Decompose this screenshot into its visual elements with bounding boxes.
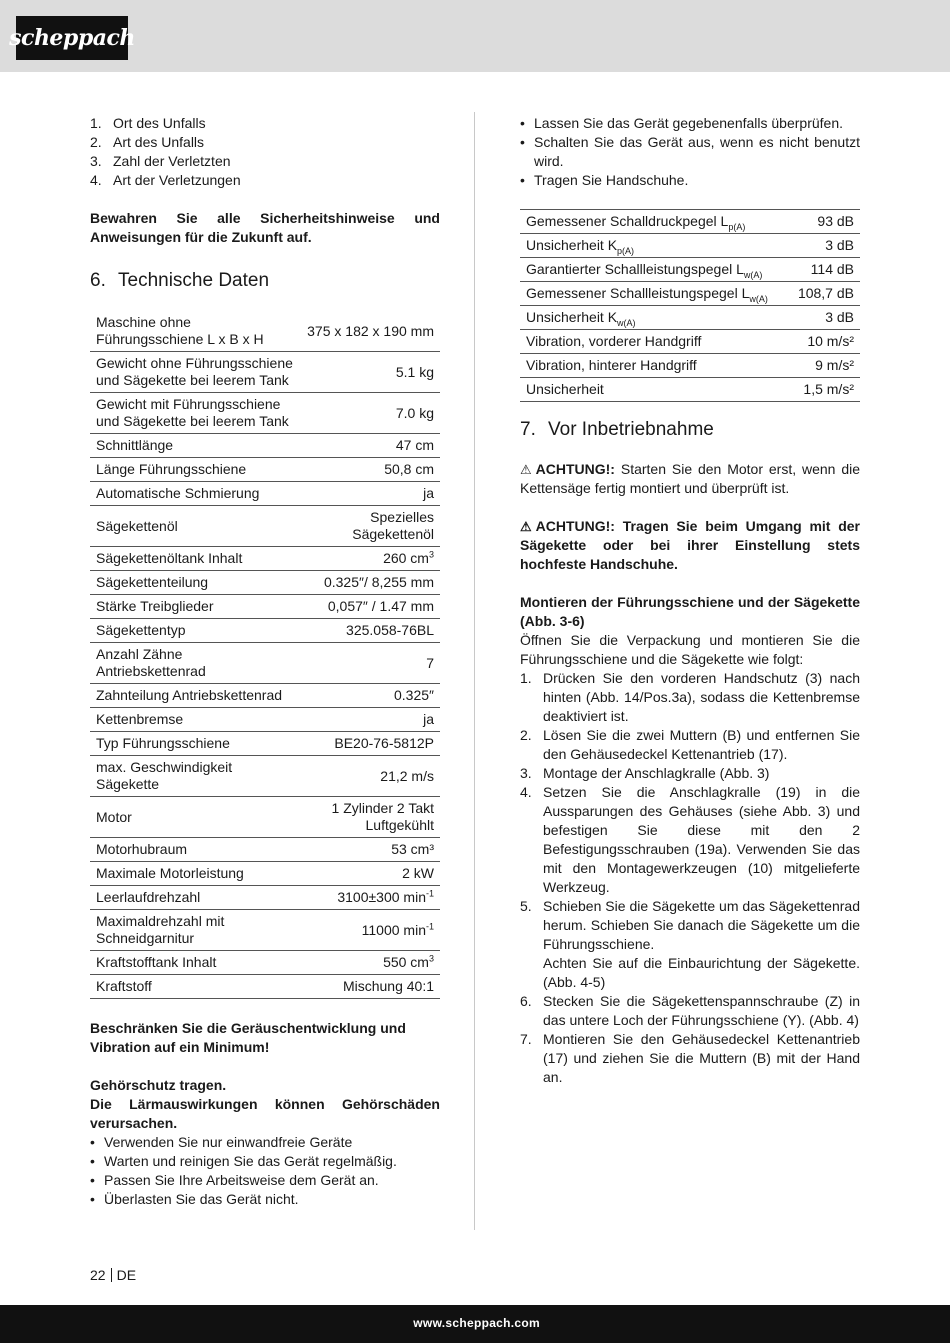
bullet-text: Schalten Sie das Gerät aus, wenn es nicht benutzt wird. [534, 134, 860, 169]
item-text: Montieren Sie den Gehäusedeckel Kettenantrieb (17) und ziehen Sie die Muttern (B) mit der Hand an. [543, 1031, 860, 1085]
list-item [520, 1030, 860, 1087]
bullet-marker: • [90, 1172, 95, 1188]
noise-row [520, 354, 860, 378]
list-item [520, 783, 860, 897]
noise-row [520, 378, 860, 402]
noise-label-text: Unsicherheit [526, 381, 604, 397]
page-number: 22 [90, 1267, 106, 1283]
spec-value [300, 886, 440, 910]
list-item [90, 114, 440, 133]
spec-value-text: 1 Zylinder 2 Takt Luftgekühlt [331, 800, 434, 833]
spec-value-text: 50,8 cm [384, 461, 434, 477]
item-text: Ort des Unfalls [113, 115, 206, 131]
warning-triangle-icon: ⚠ [520, 519, 532, 534]
spec-row [90, 732, 440, 756]
list-item [520, 669, 860, 726]
bullet-marker: • [90, 1191, 95, 1207]
spec-row [90, 684, 440, 708]
bullet-marker: • [90, 1134, 95, 1150]
spec-value [300, 732, 440, 756]
spec-value-text: Spezielles Sägekettenöl [352, 509, 434, 542]
scheppach-logo: scheppach [16, 16, 128, 60]
mounting-heading: Montieren der Führungsschiene und der Sägekette (Abb. 3-6) [520, 594, 860, 629]
spec-row [90, 571, 440, 595]
mounting-steps-list [520, 669, 860, 1087]
bullet-item [90, 1152, 440, 1171]
bullet-text: Lassen Sie das Gerät gegebenenfalls überprüfen. [534, 115, 843, 131]
item-text: Stecken Sie die Sägekettenspannschraube (Z) in das untere Loch der Führungsschiene (Y). (Abb. 4) [543, 993, 860, 1028]
section-7-heading [520, 418, 860, 442]
noise-value: 3 dB [778, 234, 860, 258]
website-link[interactable]: www.scheppach.com [413, 1316, 540, 1330]
noise-label [520, 234, 778, 258]
spec-value-text: 550 cm [383, 954, 429, 970]
noise-label-text: Garantierter Schallleistungspegel L [526, 261, 744, 277]
spec-unit-exponent: -1 [425, 920, 434, 931]
bullet-item [520, 114, 860, 133]
list-item [520, 764, 860, 783]
noise-label-subscript: p(A) [728, 221, 746, 232]
noise-limit-note: Beschränken Sie die Geräuschentwicklung und Vibration auf ein Minimum! [90, 1020, 406, 1055]
spec-label: Schnittlänge [90, 434, 300, 458]
spec-value [300, 434, 440, 458]
item-number: 6. [520, 993, 532, 1009]
spec-value-text: 0.325″/ 8,255 mm [323, 574, 434, 590]
spec-label: max. Geschwindigkeit Sägekette [90, 756, 300, 797]
noise-label [520, 306, 778, 330]
noise-label-subscript: w(A) [617, 317, 636, 328]
spec-value-text: 47 cm [395, 437, 434, 453]
spec-label: Leerlaufdrehzahl [90, 886, 300, 910]
spec-value [300, 506, 440, 547]
spec-label: Sägekettentyp [90, 619, 300, 643]
warning-label: ACHTUNG!: [535, 461, 615, 477]
spec-row [90, 886, 440, 910]
noise-label-text: Vibration, vorderer Handgriff [526, 333, 702, 349]
spec-row [90, 393, 440, 434]
spec-row [90, 910, 440, 951]
technical-data-table [90, 311, 440, 999]
spec-row [90, 838, 440, 862]
spec-value [300, 643, 440, 684]
item-text: Zahl der Verletzten [113, 153, 231, 169]
noise-row [520, 258, 860, 282]
item-number: 3. [520, 765, 532, 781]
left-column [90, 114, 440, 1209]
spec-label: Maximaldrehzahl mit Schneidgarnitur [90, 910, 300, 951]
header-bar [0, 0, 950, 72]
bullet-text: Überlasten Sie das Gerät nicht. [104, 1191, 299, 1207]
bullet-marker: • [520, 172, 525, 188]
noise-label [520, 282, 778, 306]
noise-value: 1,5 m/s² [778, 378, 860, 402]
page-footer [90, 1266, 136, 1284]
spec-row [90, 458, 440, 482]
noise-value: 9 m/s² [778, 354, 860, 378]
noise-row [520, 234, 860, 258]
noise-label [520, 378, 778, 402]
spec-value [300, 910, 440, 951]
spec-label: Automatische Schmierung [90, 482, 300, 506]
list-item [90, 171, 440, 190]
top-bullet-list [520, 114, 860, 190]
list-item [90, 133, 440, 152]
spec-value [300, 684, 440, 708]
spec-value [300, 547, 440, 571]
spec-label: Kraftstofftank Inhalt [90, 951, 300, 975]
accident-info-list [90, 114, 440, 190]
noise-value: 93 dB [778, 210, 860, 234]
section-6-heading [90, 269, 440, 293]
spec-row [90, 506, 440, 547]
item-number: 2. [90, 134, 102, 150]
spec-row [90, 797, 440, 838]
noise-bullet-list [90, 1133, 440, 1209]
spec-value [300, 571, 440, 595]
spec-unit-exponent: 3 [428, 953, 434, 964]
warning-triangle-icon: ⚠ [520, 462, 532, 477]
spec-value [300, 311, 440, 352]
spec-label: Sägekettenteilung [90, 571, 300, 595]
noise-label-text: Vibration, hinterer Handgriff [526, 357, 697, 373]
warning-label: ACHTUNG!: [535, 518, 615, 534]
bullet-item [520, 133, 860, 171]
spec-value-text: 7.0 kg [395, 404, 434, 421]
hearing-damage-note: Die Lärmauswirkungen können Gehörschäden verursachen. [90, 1096, 440, 1131]
spec-value [300, 619, 440, 643]
spec-value-text: 260 cm [383, 550, 429, 566]
spec-label: Typ Führungsschiene [90, 732, 300, 756]
bullet-marker: • [520, 134, 525, 150]
list-item [520, 992, 860, 1030]
spec-row [90, 708, 440, 732]
noise-value: 10 m/s² [778, 330, 860, 354]
warning-text: Starten Sie den Motor erst, wenn die Kettensäge fertig montiert und überprüft ist. [520, 461, 860, 496]
spec-label: Anzahl Zähne Antriebskettenrad [90, 643, 300, 684]
noise-label [520, 258, 778, 282]
noise-label-text: Gemessener Schallleistungspegel L [526, 285, 750, 301]
item-number: 1. [90, 115, 102, 131]
item-number [520, 954, 543, 992]
noise-label-subscript: p(A) [617, 245, 635, 256]
spec-label: Maschine ohne Führungsschiene L x B x H [90, 311, 300, 352]
spec-value-text: 375 x 182 x 190 mm [307, 322, 434, 339]
bullet-marker: • [520, 115, 525, 131]
item-text: Achten Sie auf die Einbaurichtung der Sägekette. (Abb. 4-5) [543, 955, 860, 990]
bullet-marker: • [90, 1153, 95, 1169]
bullet-text: Passen Sie Ihre Arbeitsweise dem Gerät an. [104, 1172, 379, 1188]
section-number: 7. [520, 419, 536, 440]
spec-value [300, 393, 440, 434]
spec-row [90, 547, 440, 571]
spec-value [300, 482, 440, 506]
noise-value: 114 dB [778, 258, 860, 282]
spec-row [90, 311, 440, 352]
spec-label: Sägekettenöltank Inhalt [90, 547, 300, 571]
warning-text: Tragen Sie beim Umgang mit der Sägekette oder bei ihrer Einstellung stets hochfeste Handschuhe. [520, 518, 860, 572]
footer-bar [0, 1305, 950, 1343]
ear-protection-note: Gehörschutz tragen. [90, 1077, 227, 1093]
spec-value-text: 53 cm³ [391, 841, 434, 857]
item-number: 3. [90, 153, 102, 169]
spec-value [300, 797, 440, 838]
bullet-item [90, 1171, 440, 1190]
noise-label [520, 354, 778, 378]
spec-value-text: 21,2 m/s [380, 767, 434, 784]
section-title: Vor Inbetriebnahme [548, 419, 714, 440]
language-code: DE [116, 1267, 137, 1283]
spec-value [300, 862, 440, 886]
spec-value-text: 5.1 kg [395, 363, 434, 380]
item-number: 4. [520, 784, 532, 800]
bullet-text: Warten und reinigen Sie das Gerät regelmäßig. [104, 1153, 397, 1169]
spec-label: Länge Führungsschiene [90, 458, 300, 482]
spec-row [90, 595, 440, 619]
bullet-item [90, 1133, 440, 1152]
spec-row [90, 951, 440, 975]
spec-row [90, 482, 440, 506]
bullet-item [90, 1190, 440, 1209]
spec-row [90, 975, 440, 999]
noise-label-text: Unsicherheit K [526, 309, 618, 325]
spec-label: Stärke Treibglieder [90, 595, 300, 619]
spec-unit-exponent: -1 [425, 888, 434, 899]
spec-value [300, 975, 440, 999]
spec-value-text: ja [423, 485, 434, 501]
noise-label-text: Gemessener Schalldruckpegel L [526, 213, 729, 229]
keep-instructions-note: Bewahren Sie alle Sicherheitshinweise und Anweisungen für die Zukunft auf. [90, 210, 440, 245]
spec-label: Kettenbremse [90, 708, 300, 732]
section-number: 6. [90, 270, 106, 291]
bullet-item [520, 171, 860, 190]
list-item [520, 954, 860, 992]
noise-label-text: Unsicherheit K [526, 237, 618, 253]
noise-label [520, 330, 778, 354]
noise-value: 108,7 dB [778, 282, 860, 306]
list-item [520, 897, 860, 954]
item-text: Lösen Sie die zwei Muttern (B) und entfernen Sie den Gehäusedeckel Kettenantrieb (17). [543, 727, 860, 762]
footer-separator [111, 1268, 112, 1282]
spec-label: Sägekettenöl [90, 506, 300, 547]
spec-value-text: Mischung 40:1 [342, 978, 434, 994]
spec-unit-exponent: 3 [428, 549, 434, 560]
mounting-intro: Öffnen Sie die Verpackung und montieren Sie die Führungsschiene und die Sägekette wie folgt: [520, 632, 860, 667]
spec-row [90, 619, 440, 643]
spec-value-text: 3100±300 min [337, 889, 426, 905]
spec-value-text: 7 [426, 654, 434, 671]
spec-value-text: ja [423, 711, 434, 727]
spec-value [300, 838, 440, 862]
spec-row [90, 352, 440, 393]
right-column [520, 114, 860, 1087]
noise-label [520, 210, 778, 234]
item-text: Art des Unfalls [113, 134, 205, 150]
noise-row [520, 282, 860, 306]
noise-label-subscript: w(A) [749, 293, 768, 304]
noise-value: 3 dB [778, 306, 860, 330]
noise-vibration-table [520, 209, 860, 402]
item-number: 5. [520, 898, 532, 914]
noise-label-subscript: w(A) [743, 269, 763, 280]
spec-label: Kraftstoff [90, 975, 300, 999]
spec-value [300, 458, 440, 482]
item-number: 7. [520, 1031, 532, 1047]
spec-value [300, 595, 440, 619]
item-text: Art der Verletzungen [113, 172, 241, 188]
spec-value [300, 708, 440, 732]
spec-value-text: 0,057″ / 1.47 mm [327, 598, 434, 614]
spec-value-text: BE20-76-5812P [334, 735, 434, 751]
noise-row [520, 306, 860, 330]
spec-row [90, 434, 440, 458]
item-text: Schieben Sie die Sägekette um das Sägekettenrad herum. Schieben Sie danach die Sägekette um die Führungsschiene. [543, 898, 860, 952]
warning-2 [520, 517, 860, 574]
item-text: Drücken Sie den vorderen Handschutz (3) nach hinten (Abb. 14/Pos.3a), sodass die Kettenbremse deaktiviert ist. [543, 670, 860, 724]
spec-row [90, 756, 440, 797]
spec-value-text: 325.058-76BL [346, 622, 434, 638]
spec-value [300, 951, 440, 975]
column-divider [474, 112, 475, 1230]
spec-label: Gewicht mit Führungsschiene und Sägekette bei leerem Tank [90, 393, 300, 434]
spec-label: Gewicht ohne Führungsschiene und Sägekette bei leerem Tank [90, 352, 300, 393]
list-item [90, 152, 440, 171]
spec-value-text: 11000 min [361, 921, 426, 938]
spec-label: Maximale Motorleistung [90, 862, 300, 886]
noise-row [520, 330, 860, 354]
section-title: Technische Daten [118, 270, 270, 291]
spec-label: Motorhubraum [90, 838, 300, 862]
item-number: 2. [520, 727, 532, 743]
bullet-text: Verwenden Sie nur einwandfreie Geräte [104, 1134, 353, 1150]
spec-label: Zahnteilung Antriebskettenrad [90, 684, 300, 708]
item-text: Setzen Sie die Anschlagkralle (19) in die Aussparungen des Gehäuses (siehe Abb. 3) und befestigen Sie diese mit den 2 Befestigungsschrauben (19a). Verwenden Sie das mit den Montagewerkzeugen (10) mitgelieferte Werkzeug. [543, 784, 860, 895]
spec-value-text: 0.325″ [394, 687, 434, 703]
spec-value [300, 756, 440, 797]
spec-row [90, 643, 440, 684]
spec-value [300, 352, 440, 393]
list-item [520, 726, 860, 764]
noise-row [520, 210, 860, 234]
item-text: Montage der Anschlagkralle (Abb. 3) [543, 765, 770, 781]
spec-row [90, 862, 440, 886]
item-number: 4. [90, 172, 102, 188]
spec-label: Motor [90, 797, 300, 838]
warning-1 [520, 460, 860, 498]
spec-value-text: 2 kW [402, 865, 434, 881]
bullet-text: Tragen Sie Handschuhe. [534, 172, 689, 188]
item-number: 1. [520, 670, 532, 686]
